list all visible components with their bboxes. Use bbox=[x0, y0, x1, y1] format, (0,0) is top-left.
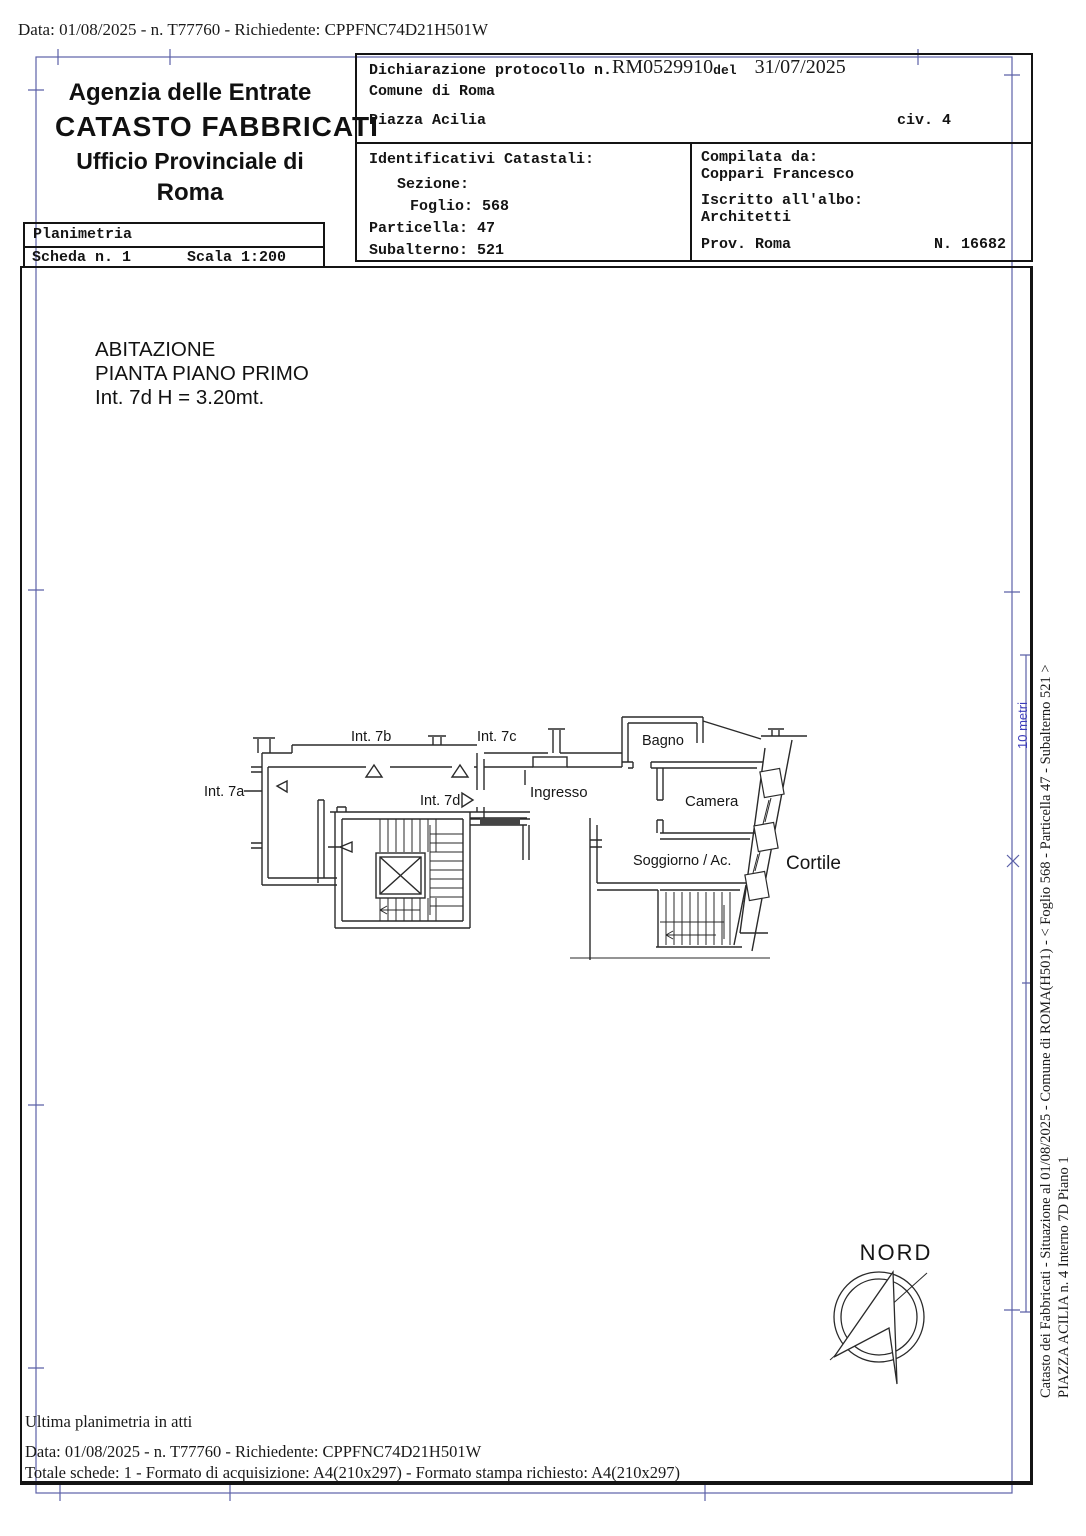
comp-albo: Architetti bbox=[701, 209, 792, 226]
slant-wall-piers bbox=[745, 768, 784, 900]
label-int-7b: Int. 7b bbox=[351, 729, 392, 745]
comp-label: Compilata da: bbox=[701, 149, 819, 166]
planimetria-divider bbox=[25, 246, 323, 248]
planimetria-scheda: Scheda n. 1 bbox=[32, 249, 132, 266]
protocol-label: Dichiarazione protocollo n. bbox=[369, 62, 613, 79]
agency-header bbox=[55, 76, 379, 209]
floor-plan bbox=[180, 695, 880, 995]
address-line: Piazza Acilia bbox=[369, 112, 487, 129]
footer-line3: Totale schede: 1 - Formato di acquisizione: A4(210x297) - Formato stampa richiesto: A4(210x297) bbox=[25, 1463, 681, 1482]
side-text-address: PIAZZA ACILIA n. 4 Interno 7D Piano 1 bbox=[1056, 1156, 1072, 1398]
plan-title-line2: PIANTA PIANO PRIMO bbox=[95, 362, 309, 385]
planimetria-scala: Scala 1:200 bbox=[187, 249, 287, 266]
declaration-box bbox=[355, 53, 1033, 262]
side-text-catasto: Catasto dei Fabbricati - Situazione al 01/08/2025 - Comune di ROMA(H501) - < Foglio 568 - Particella 47 - Subalterno 521 > bbox=[1038, 664, 1054, 1398]
decl-vertical-divider bbox=[690, 142, 692, 260]
north-compass bbox=[800, 1235, 960, 1400]
civ-value: civ. 4 bbox=[897, 112, 952, 129]
scale-bar-label: 10 metri bbox=[1015, 702, 1030, 749]
label-int-7a: Int. 7a bbox=[204, 784, 245, 800]
protocol-del: del bbox=[713, 63, 737, 78]
ident-sezione: Sezione: bbox=[397, 176, 470, 193]
filled-wall-segment bbox=[480, 818, 520, 825]
comp-num: N. 16682 bbox=[934, 236, 1007, 253]
planimetria-title: Planimetria bbox=[33, 226, 133, 243]
ident-foglio: Foglio: 568 bbox=[410, 198, 510, 215]
compass-label: NORD bbox=[859, 1240, 933, 1265]
protocol-date: 31/07/2025 bbox=[754, 56, 846, 78]
comune-line: Comune di Roma bbox=[369, 83, 496, 100]
plan-title-block bbox=[95, 338, 309, 410]
agency-line1: Agenzia delle Entrate bbox=[68, 79, 312, 106]
footer-line1: Ultima planimetria in atti bbox=[25, 1412, 193, 1431]
ident-subalterno: Subalterno: 521 bbox=[369, 242, 505, 259]
label-int-7d: Int. 7d bbox=[420, 793, 461, 809]
label-ingresso: Ingresso bbox=[530, 784, 588, 801]
plan-title-line1: ABITAZIONE bbox=[95, 338, 216, 361]
label-cortile: Cortile bbox=[786, 853, 841, 874]
comp-prov: Prov. Roma bbox=[701, 236, 792, 253]
decl-horizontal-divider bbox=[357, 142, 1031, 144]
declaration-protocol-line bbox=[369, 57, 846, 80]
agency-line3: Ufficio Provinciale di bbox=[76, 148, 304, 174]
agency-line2: CATASTO FABBRICATI bbox=[55, 111, 379, 142]
floor-plan-walls bbox=[244, 717, 807, 960]
comp-albo-label: Iscritto all'albo: bbox=[701, 192, 864, 209]
protocol-number: RM0529910 bbox=[612, 56, 714, 78]
label-bagno: Bagno bbox=[642, 733, 684, 749]
label-int-7c: Int. 7c bbox=[477, 729, 517, 745]
planimetria-box bbox=[23, 222, 325, 268]
plan-title-line3: Int. 7d H = 3.20mt. bbox=[95, 386, 265, 409]
label-camera: Camera bbox=[685, 793, 739, 810]
label-soggiorno: Soggiorno / Ac. bbox=[633, 853, 732, 869]
ident-particella: Particella: 47 bbox=[369, 220, 496, 237]
agency-line4: Roma bbox=[156, 179, 224, 206]
comp-name: Coppari Francesco bbox=[701, 166, 855, 183]
ident-title: Identificativi Catastali: bbox=[369, 151, 595, 168]
top-data-line: Data: 01/08/2025 - n. T77760 - Richiedente: CPPFNC74D21H501W bbox=[18, 20, 488, 39]
footer-line2: Data: 01/08/2025 - n. T77760 - Richiedente: CPPFNC74D21H501W bbox=[25, 1442, 482, 1461]
